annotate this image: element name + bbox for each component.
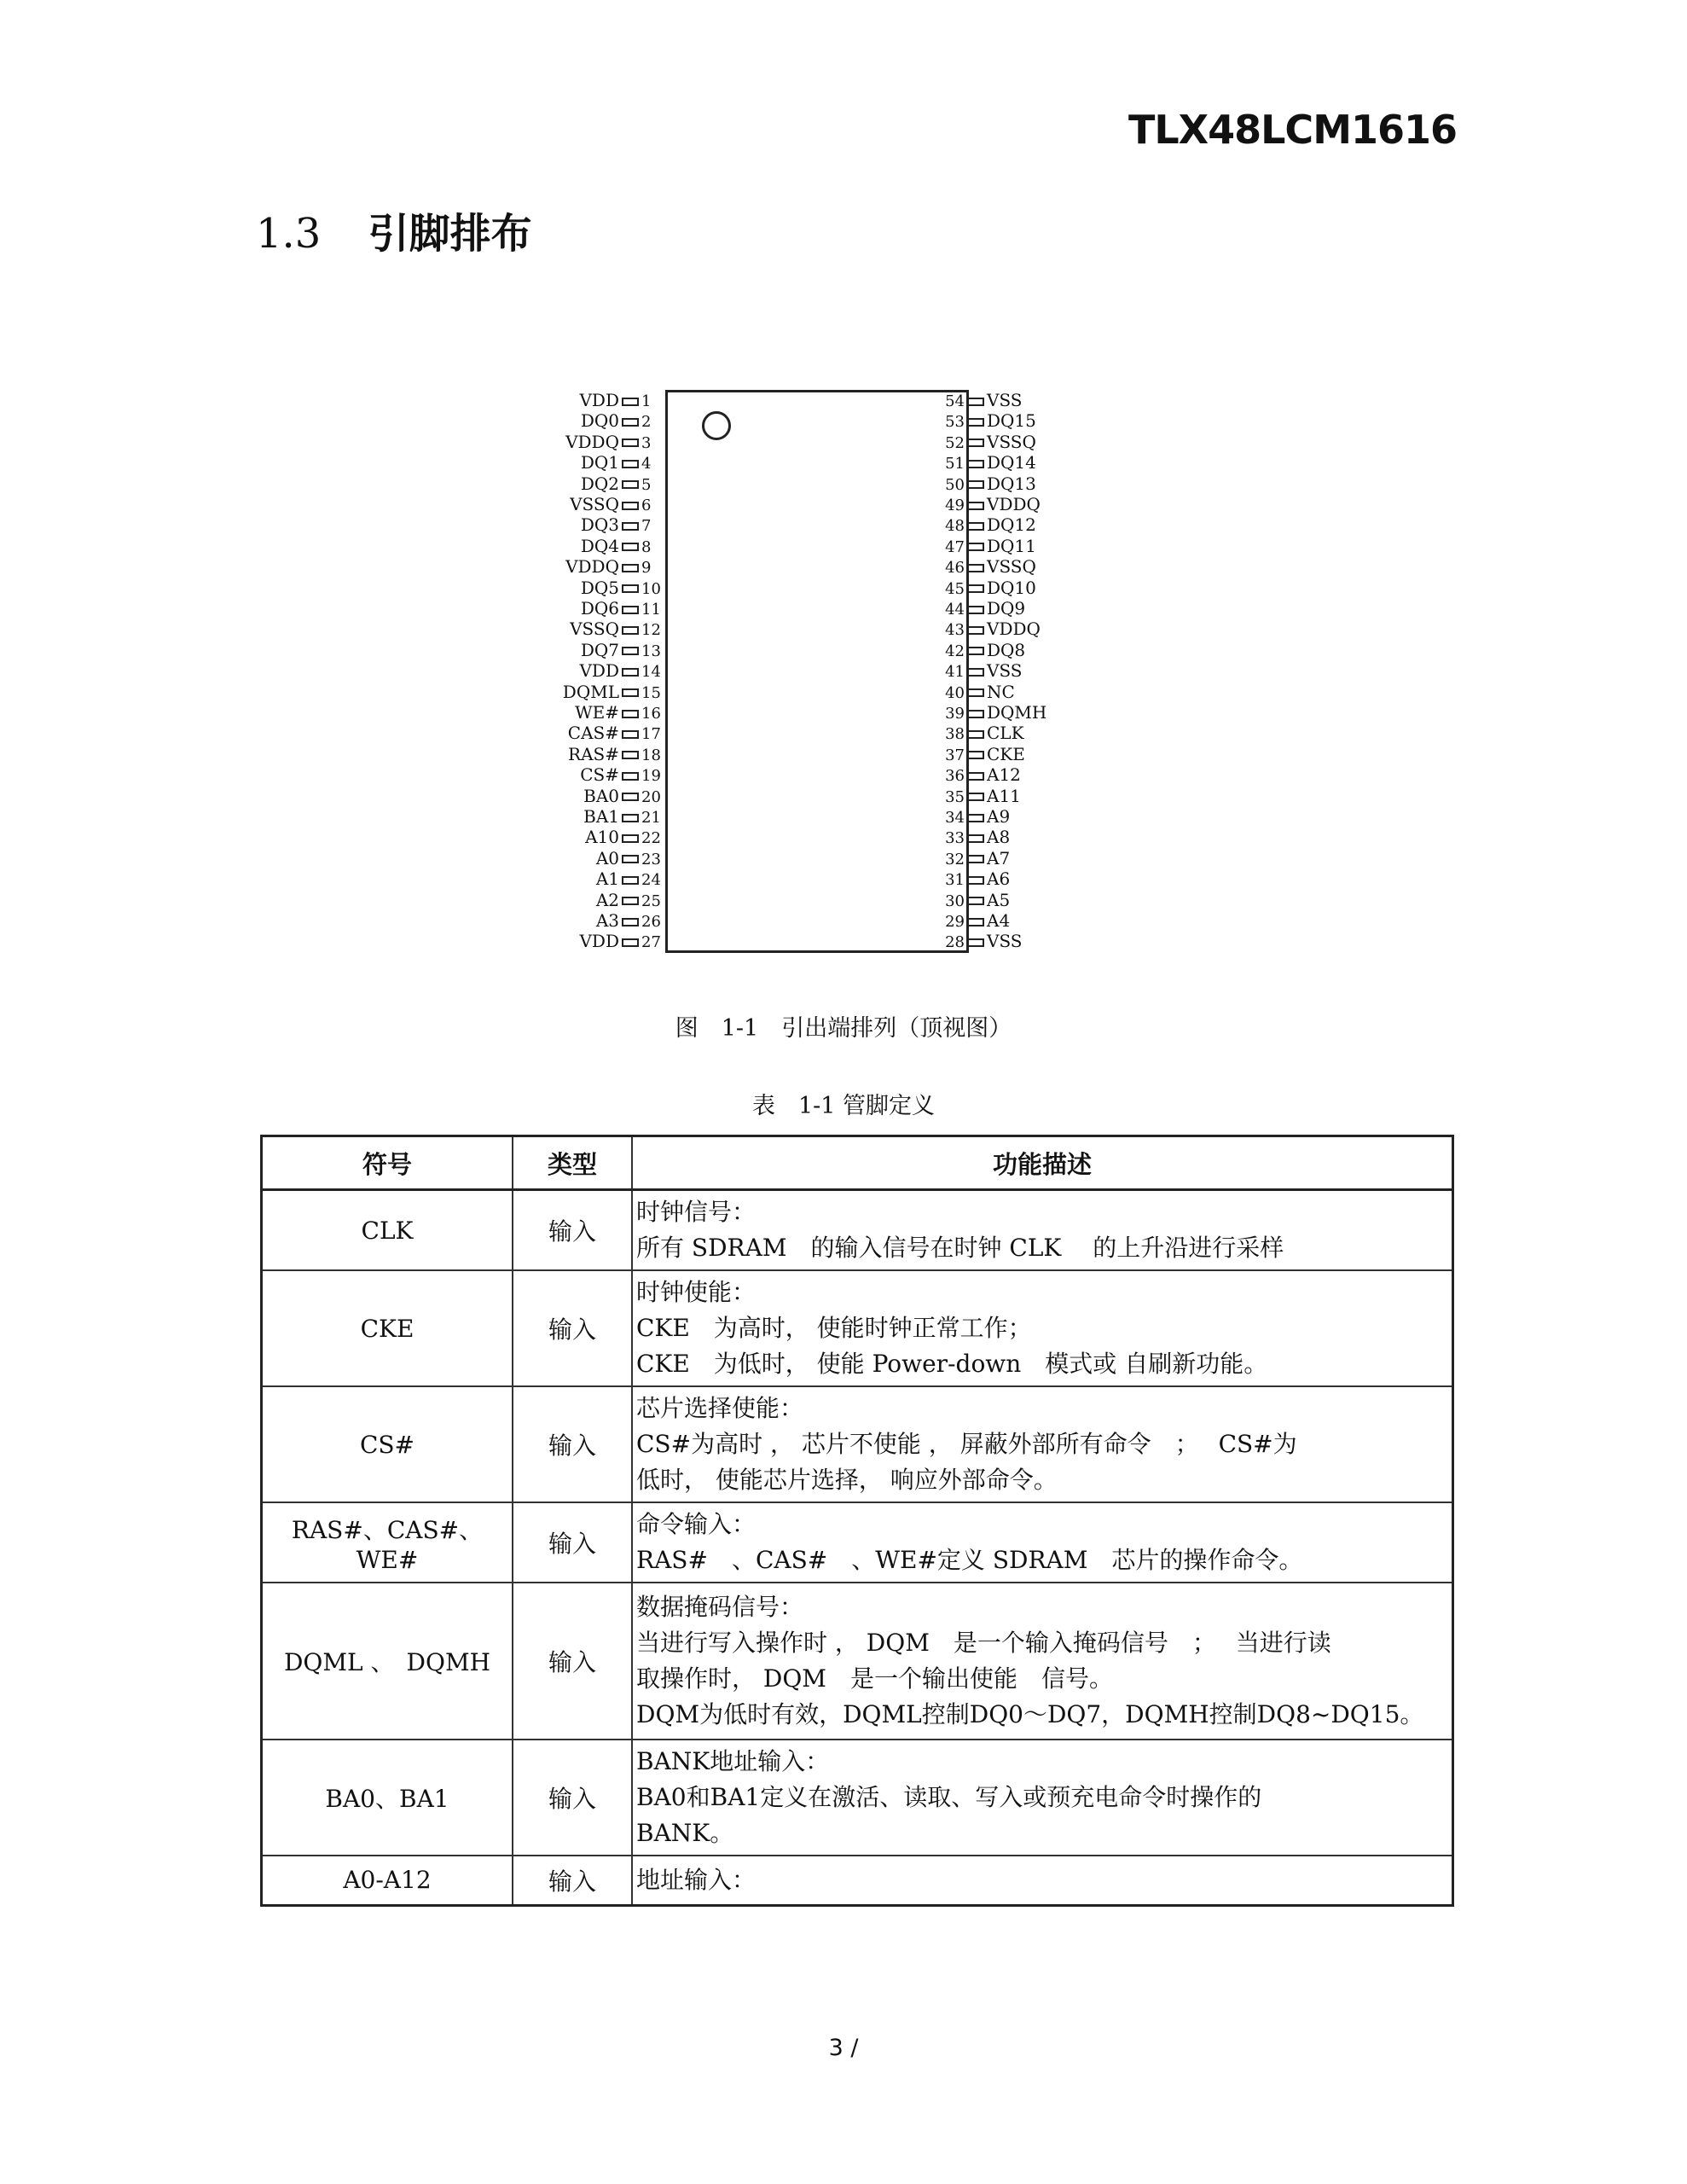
table-row [262,1583,1453,1740]
cell-type: 输入 [513,1740,632,1856]
pin-row [546,661,675,680]
pin-lead [622,918,639,926]
cell-type: 输入 [513,1190,632,1271]
pin-lead [622,751,639,759]
column-header-symbol: 符号 [262,1136,513,1190]
description-line: CKE 为低时， 使能 Power-down 模式或 自刷新功能。 [636,1350,1268,1378]
pin-number: 47 [945,537,965,556]
pin-number: 39 [945,705,965,723]
section-title-text: 引脚排布 [368,210,532,258]
pin-name: DQ6 [580,598,619,619]
pin-name: A10 [585,827,619,848]
pin-row [546,641,675,659]
description-line: DQM为低时有效，DQML控制DQ0～DQ7，DQMH控制DQ8~DQ15。 [636,1700,1424,1728]
description-line: 芯片选择使能： [636,1394,804,1422]
pin-name: VDDQ [987,619,1041,640]
pin-number: 34 [945,809,965,827]
pin-number: 13 [641,642,661,660]
pin-number: 5 [641,475,652,494]
pin-row [546,495,675,514]
pin-number: 20 [641,787,661,806]
pin-name: A6 [987,868,1011,890]
cell-symbol: BA0、BA1 [262,1740,513,1856]
pin-name: DQMH [987,702,1047,723]
table-row [262,1856,1453,1905]
pin-row [546,765,675,784]
pin-lead [622,439,639,447]
pin-number: 38 [945,725,965,744]
pin-number: 16 [641,705,661,723]
description-line: 当进行写入操作时 ， DQM 是一个输入掩码信号 ； 当进行读 [636,1629,1331,1657]
pin-lead [622,647,639,655]
pin-row [546,703,675,722]
pin-lead [622,772,639,781]
cell-description [632,1583,1453,1740]
pin-name: A12 [987,764,1021,786]
pin-lead [622,834,639,843]
pin-row [930,557,1064,576]
section-number: 1.3 [256,210,322,258]
pin-number: 10 [641,579,661,598]
pin-lead [967,814,984,822]
pin-number: 7 [641,517,652,536]
pin-name: A7 [987,847,1011,868]
cell-symbol: DQML 、 DQMH [262,1583,513,1740]
pin-row [930,765,1064,784]
pin-number: 9 [641,559,652,578]
pin-number: 49 [945,497,965,514]
description-line: 所有 SDRAM 的输入信号在时钟 CLK 的上升沿进行采样 [636,1234,1284,1262]
cell-type: 输入 [513,1583,632,1740]
pin-name: A1 [595,868,619,890]
pin-row [546,807,675,826]
pin-name: A4 [987,910,1011,931]
pin-name: CLK [987,723,1024,744]
page-number: 3 / [828,2035,859,2061]
pin-row [930,828,1064,846]
pin-row [930,641,1064,659]
pin-name: DQ1 [580,452,619,473]
pin-lead [622,626,639,635]
pin-row [546,453,675,472]
pin-row [930,391,1064,410]
pin-name: VDDQ [565,431,619,452]
pin-name: DQ12 [987,514,1036,536]
cell-description [632,1190,1453,1271]
pin-row [546,411,675,430]
pin-name: DQ4 [580,535,619,556]
pin-row [930,495,1064,514]
pin-row [930,537,1064,555]
pin-lead [622,543,639,551]
pin-lead [967,439,984,447]
pin-lead [967,855,984,863]
pin-lead [622,814,639,822]
table-header-row [262,1136,1453,1190]
pin-lead [967,418,984,427]
description-line: BANK地址输入： [636,1747,830,1775]
pin-row [930,474,1064,493]
pin-row [930,869,1064,888]
pin-name: CS# [580,764,619,786]
pin-lead [622,564,639,572]
pin-name: VDDQ [565,556,619,578]
pin-lead [967,668,984,677]
pin-row [930,849,1064,868]
pin-number: 50 [945,475,965,494]
pin-definition-table [260,1135,1454,1907]
pin-number: 23 [641,850,661,868]
pin-row [930,911,1064,930]
pin-number: 17 [641,725,661,744]
pin-number: 3 [641,433,652,452]
pin-number: 11 [641,601,661,619]
pin-number: 46 [945,559,965,578]
pin-number: 41 [945,663,965,682]
pin-row [546,787,675,805]
pin-row [930,723,1064,742]
pin-row [546,869,675,888]
pin-lead [622,522,639,531]
pin-lead [967,564,984,572]
pin-name: BA0 [583,785,619,806]
cell-symbol: CLK [262,1190,513,1271]
description-line: BA0和BA1定义在激活、读取、写入或预充电命令时操作的 [636,1783,1262,1811]
pin-number: 15 [641,683,661,702]
cell-symbol: CKE [262,1270,513,1386]
pin-number: 31 [945,871,965,890]
pin-row [930,703,1064,722]
pin-number: 53 [945,413,965,432]
pin-number: 4 [641,455,652,473]
pin-name: VSSQ [570,619,619,640]
pin-number: 1 [641,392,652,410]
table-row [262,1502,1453,1583]
pin-row [546,578,675,597]
pin-lead [622,688,639,697]
pin-name: DQ5 [580,577,619,598]
pin-lead [967,751,984,759]
pin-name: DQ9 [987,598,1026,619]
pin-number: 28 [945,933,965,952]
pin-lead [622,460,639,468]
pin-row [546,682,675,701]
pin-number: 42 [945,642,965,660]
pin-number: 43 [945,621,965,640]
pin-lead [622,793,639,801]
pin-number: 27 [641,933,661,952]
pin-name: DQ11 [987,535,1036,556]
pin-name: DQ10 [987,577,1036,598]
cell-description [632,1270,1453,1386]
pin-number: 21 [641,809,661,827]
pin-lead [622,418,639,427]
pin-row [930,787,1064,805]
cell-description [632,1856,1453,1905]
pin-number: 51 [945,455,965,473]
cell-description [632,1386,1453,1502]
table-row [262,1386,1453,1502]
pin-row [546,849,675,868]
pin-row [546,723,675,742]
cell-type: 输入 [513,1856,632,1905]
pin-row [546,599,675,618]
pin-lead [967,398,984,406]
pin-number: 45 [945,579,965,598]
cell-symbol: CS# [262,1386,513,1502]
pin-name: NC [987,681,1015,702]
description-line: 地址输入： [636,1865,757,1894]
pin-lead [967,584,984,593]
pin-row [930,807,1064,826]
column-header-type: 类型 [513,1136,632,1190]
pin-number: 35 [945,787,965,806]
pin-row [546,557,675,576]
pin-lead [967,918,984,926]
pin-number: 48 [945,517,965,536]
pin-number: 54 [945,392,965,410]
cell-symbol: RAS#、CAS#、WE# [262,1502,513,1583]
pin-lead [622,480,639,489]
pin-lead [622,710,639,718]
description-line: 时钟使能： [636,1278,757,1306]
pin-row [546,619,675,638]
pin-lead [967,710,984,718]
description-line: 取操作时， DQM 是一个输出使能 信号。 [636,1664,1113,1693]
pin-number: 52 [945,433,965,452]
pin-name: WE# [575,702,619,723]
pin-row [546,745,675,764]
pin-name: DQ3 [580,514,619,536]
cell-description [632,1740,1453,1856]
pin-number: 12 [641,621,661,640]
pin-name: DQ2 [580,473,619,494]
pin-lead [622,668,639,677]
pin-row [930,932,1064,950]
cell-symbol: A0-A12 [262,1856,513,1905]
pin-name: VDDQ [987,494,1041,514]
pin-name: VSSQ [570,494,619,514]
pin-lead [967,772,984,781]
pin-lead [622,938,639,947]
pin-number: 37 [945,746,965,764]
section-title [256,200,532,259]
pin1-marker-icon [702,411,731,440]
pin-number: 18 [641,746,661,764]
description-line: 低时， 使能芯片选择， 响应外部命令。 [636,1466,1058,1494]
pin-number: 2 [641,413,652,432]
pin-number: 40 [945,683,965,702]
description-line: 命令输入： [636,1510,757,1538]
pin-row [546,932,675,950]
pin-lead [967,688,984,697]
pin-name: VDD [579,931,619,952]
cell-type: 输入 [513,1502,632,1583]
pin-row [546,891,675,909]
chip-package [665,390,969,953]
table-row [262,1740,1453,1856]
pin-number: 29 [945,913,965,931]
pin-lead [622,855,639,863]
cell-description [632,1502,1453,1583]
pin-row [930,515,1064,534]
pin-row [930,578,1064,597]
pin-row [546,433,675,451]
pin-name: VSS [987,390,1023,410]
pin-name: VSSQ [987,431,1036,452]
table-row [262,1190,1453,1271]
pin-name: A11 [987,785,1021,806]
pin-number: 33 [945,829,965,848]
table-row [262,1270,1453,1386]
pin-name: VDD [579,390,619,410]
pin-name: VSSQ [987,556,1036,578]
pin-number: 14 [641,663,661,682]
pin-name: A9 [987,806,1011,827]
pin-lead [967,938,984,947]
pin-row [930,891,1064,909]
pin-row [930,661,1064,680]
pin-name: DQML [562,681,619,702]
pin-row [930,745,1064,764]
pin-row [930,453,1064,472]
pin-number: 44 [945,601,965,619]
figure-caption: 图 1-1 引出端排列（顶视图） [675,1015,1012,1042]
pin-lead [967,460,984,468]
pin-name: DQ13 [987,473,1036,494]
table-caption: 表 1-1 管脚定义 [751,1093,936,1119]
pin-lead [622,502,639,510]
pin-row [930,599,1064,618]
pin-lead [967,543,984,551]
description-line: 时钟信号： [636,1198,757,1226]
pin-number: 36 [945,767,965,786]
pin-name: VSS [987,931,1023,952]
pin-lead [967,626,984,635]
pin-name: BA1 [583,806,619,827]
pin-diagram [546,375,1143,990]
pin-row [546,515,675,534]
pin-row [930,682,1064,701]
pin-row [546,911,675,930]
pin-name: VSS [987,660,1023,682]
pin-row [546,537,675,555]
pin-lead [967,606,984,614]
pin-name: DQ8 [987,639,1026,660]
pin-row [546,391,675,410]
cell-type: 输入 [513,1270,632,1386]
description-line: 数据掩码信号： [636,1593,804,1621]
pin-name: CKE [987,743,1025,764]
pin-lead [622,584,639,593]
pin-row [930,433,1064,451]
pin-name: A0 [595,847,619,868]
pin-lead [622,730,639,739]
pin-row [546,828,675,846]
pin-number: 19 [641,767,661,786]
pin-name: A3 [595,910,619,931]
pin-lead [967,502,984,510]
pin-number: 30 [945,892,965,910]
pin-lead [967,834,984,843]
pin-row [930,619,1064,638]
pin-number: 6 [641,497,652,514]
pin-number: 25 [641,892,661,910]
pin-lead [967,647,984,655]
pin-row [546,474,675,493]
pin-name: DQ14 [987,452,1036,473]
pin-name: A5 [987,889,1011,910]
pin-lead [967,876,984,885]
pin-lead [967,730,984,739]
description-line: CS#为高时 ， 芯片不使能 ， 屏蔽外部所有命令 ； CS#为 [636,1430,1297,1458]
pin-name: DQ7 [580,639,619,660]
pin-lead [622,606,639,614]
pin-lead [967,793,984,801]
pin-number: 26 [641,913,661,931]
pin-name: CAS# [567,723,619,744]
pin-lead [967,480,984,489]
pin-name: A8 [987,827,1011,848]
pin-name: DQ15 [987,410,1036,432]
pin-lead [622,897,639,905]
pin-name: RAS# [568,743,619,764]
pin-lead [622,876,639,885]
pin-number: 32 [945,850,965,868]
column-header-description: 功能描述 [632,1136,1453,1190]
pin-lead [967,897,984,905]
pin-number: 8 [641,537,652,556]
pin-name: DQ0 [580,410,619,432]
pin-lead [622,398,639,406]
pin-row [930,411,1064,430]
description-line: RAS# 、CAS# 、WE#定义 SDRAM 芯片的操作命令。 [636,1546,1303,1574]
pin-name: A2 [595,889,619,910]
cell-type: 输入 [513,1386,632,1502]
document-header-part-number: TLX48LCM1616 [1128,107,1457,153]
pin-number: 22 [641,829,661,848]
description-line: BANK。 [636,1819,734,1847]
pin-number: 24 [641,871,661,890]
pin-lead [967,522,984,531]
pin-name: VDD [579,660,619,682]
description-line: CKE 为高时， 使能时钟正常工作； [636,1314,1032,1342]
